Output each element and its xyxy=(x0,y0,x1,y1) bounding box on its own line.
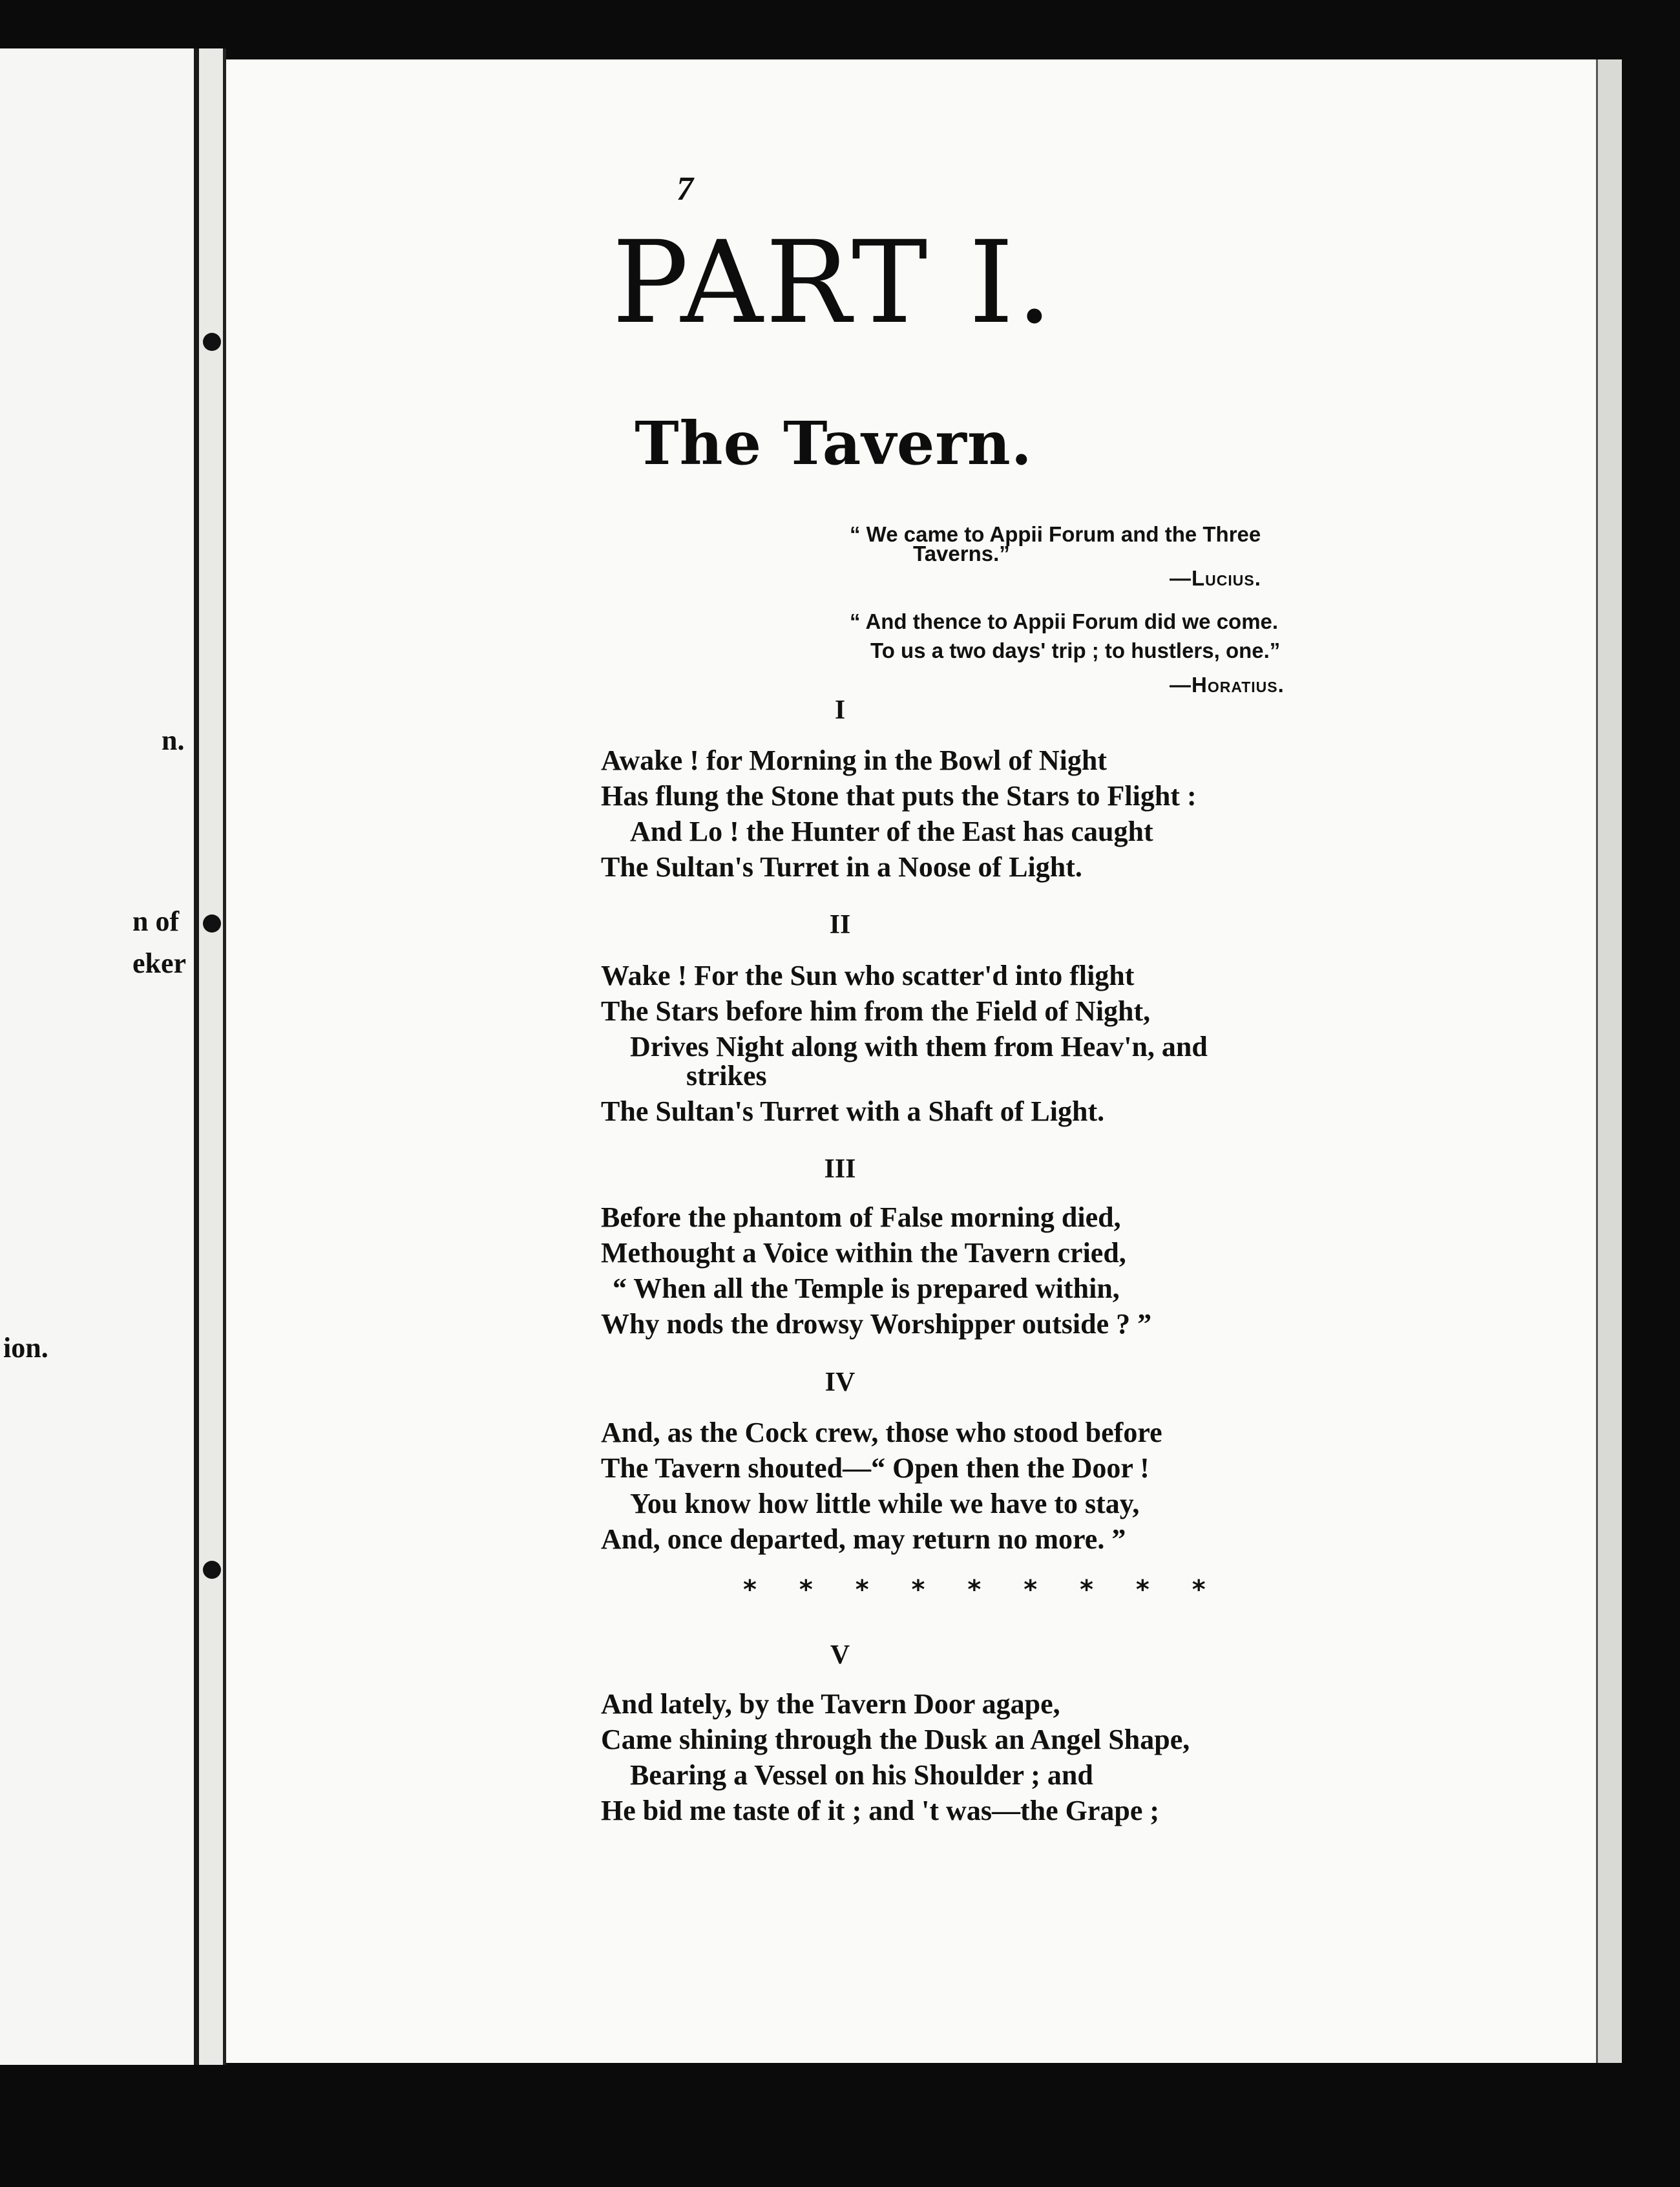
facing-page-fragment: ion. xyxy=(3,1332,48,1364)
verse-line: Has flung the Stone that puts the Stars to Flight : xyxy=(601,780,1197,812)
verse-line: Methought a Voice within the Tavern cried, xyxy=(601,1237,1126,1269)
verse-line: He bid me taste of it ; and 't was—the Grape ; xyxy=(601,1795,1160,1826)
verse-line: And Lo ! the Hunter of the East has caught xyxy=(630,816,1153,847)
verse-line: Wake ! For the Sun who scatter'd into flight xyxy=(601,960,1135,991)
epigraph-attribution: —Horatius. xyxy=(1170,673,1285,697)
verse-line: And, as the Cock crew, those who stood before xyxy=(601,1417,1162,1448)
stanza-numeral: I xyxy=(834,695,846,725)
epigraph-line: “ We came to Appii Forum and the Three xyxy=(850,522,1261,546)
verse-line: Came shining through the Dusk an Angel Shape, xyxy=(601,1724,1190,1755)
verse-line: The Sultan's Turret with a Shaft of Light. xyxy=(601,1095,1105,1127)
verse-line: strikes xyxy=(686,1060,767,1092)
stanza-numeral: V xyxy=(830,1640,850,1670)
facing-page xyxy=(0,48,194,2065)
verse-line: And lately, by the Tavern Door agape, xyxy=(601,1688,1060,1720)
verse-line: Awake ! for Morning in the Bowl of Night xyxy=(601,745,1108,776)
verse-line: Bearing a Vessel on his Shoulder ; and xyxy=(630,1759,1093,1791)
verse-line: And, once departed, may return no more. ” xyxy=(601,1523,1126,1555)
stanza-numeral: III xyxy=(824,1154,856,1184)
epigraph-line: “ And thence to Appii Forum did we come. xyxy=(850,609,1279,633)
section-separator: * * * * * * * * * xyxy=(743,1575,1223,1605)
epigraph-line: To us a two days' trip ; to hustlers, one.” xyxy=(870,639,1281,662)
stitch-mark xyxy=(203,914,221,933)
page-number: 7 xyxy=(677,171,693,207)
verse-line: The Stars before him from the Field of Night, xyxy=(601,995,1151,1027)
facing-page-fragment: n of xyxy=(132,905,180,937)
part-title: PART I. xyxy=(612,217,1055,349)
epigraph-line: Taverns.” xyxy=(913,542,1010,565)
stitch-mark xyxy=(203,333,221,351)
stanza-numeral: IV xyxy=(824,1368,856,1397)
epigraph-attribution: —Lucius. xyxy=(1170,566,1261,590)
stitch-mark xyxy=(203,1561,221,1579)
verse-line: Before the phantom of False morning died, xyxy=(601,1201,1121,1233)
facing-page-fragment: eker xyxy=(132,947,187,979)
page-edge xyxy=(1596,59,1622,2063)
verse-line: The Tavern shouted—“ Open then the Door ! xyxy=(601,1452,1150,1484)
stanza-numeral: II xyxy=(829,910,851,940)
verse-line: The Sultan's Turret in a Noose of Light. xyxy=(601,851,1082,883)
verse-line: Drives Night along with them from Heav'n, and xyxy=(630,1031,1208,1062)
facing-page-fragment: n. xyxy=(162,724,185,756)
verse-line: Why nods the drowsy Worshipper outside ? ” xyxy=(601,1308,1152,1340)
verse-line: You know how little while we have to stay, xyxy=(630,1488,1140,1519)
verse-line: “ When all the Temple is prepared within, xyxy=(613,1273,1120,1304)
chapter-subtitle: The Tavern. xyxy=(635,408,1033,478)
binding-gutter xyxy=(194,48,226,2065)
